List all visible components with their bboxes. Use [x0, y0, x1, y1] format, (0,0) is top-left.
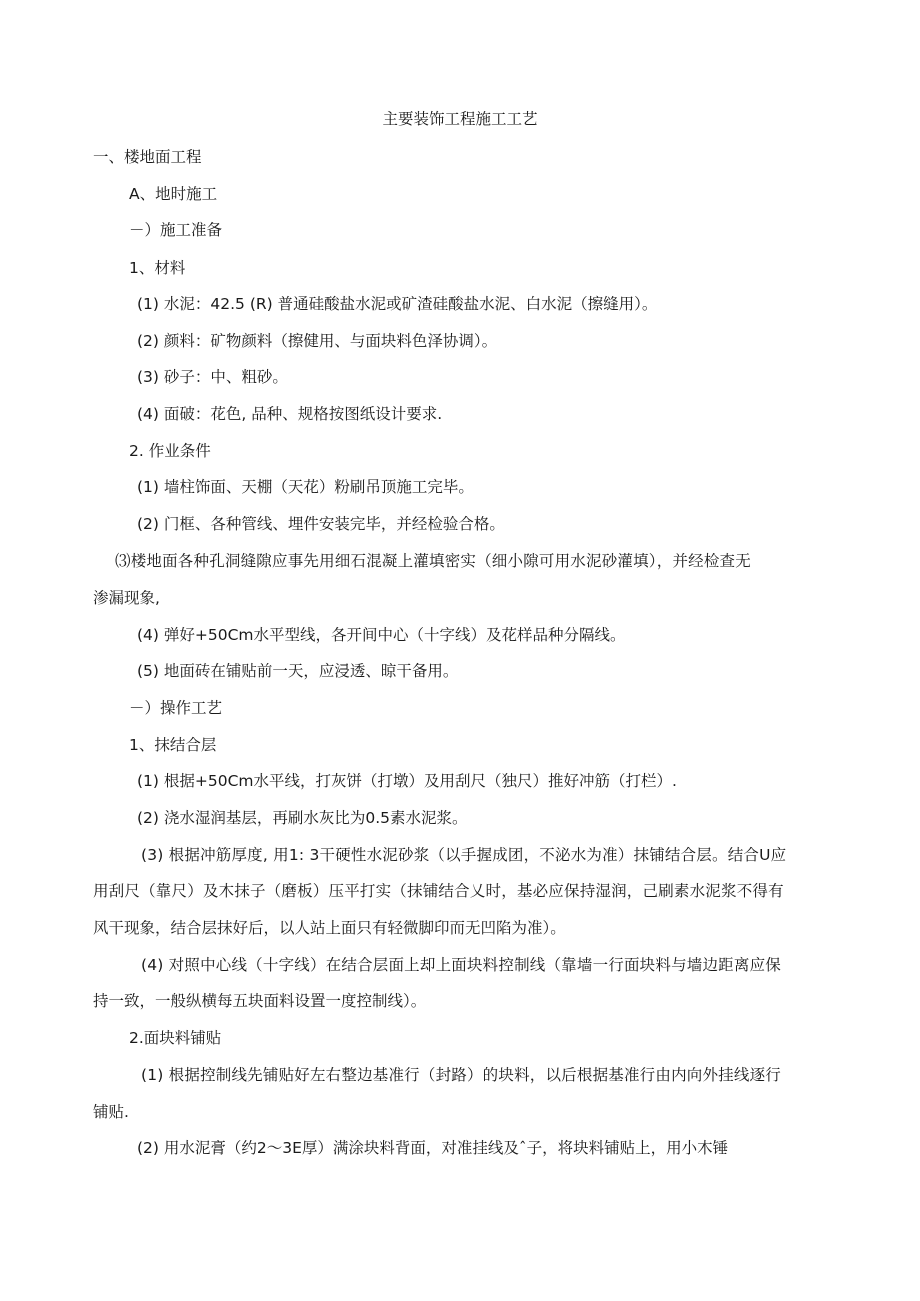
subsection-heading: －）施工准备: [129, 221, 223, 239]
section-heading: 一、楼地面工程: [93, 148, 202, 166]
paragraph-line: (1) 根据控制线先铺贴好左右整边基准行（封路）的块料，以后根据基准行由内向外挂线逐行: [141, 1066, 781, 1084]
paragraph-line: 持一致，一般纵横每五块面料设置一度控制线）。: [93, 992, 427, 1010]
item-heading: 1、抹结合层: [129, 736, 217, 754]
document-title: 主要装饰工程施工工艺: [382, 110, 538, 128]
list-item: (2) 颜料：矿物颜料（擦健用、与面块料色泽协调）。: [137, 332, 498, 350]
list-item: (4) 弹好+50Cm水平型线，各开间中心（十字线）及花样品种分隔线。: [137, 626, 626, 644]
list-item: (5) 地面砖在铺贴前一天，应浸透、晾干备用。: [137, 662, 459, 680]
list-item: (4) 面破：花色, 品种、规格按图纸设计要求.: [137, 405, 443, 423]
list-item: (2) 用水泥膏（约2〜3E厚）满涂块料背面，对准挂线及ˆ子，将块料铺贴上，用小木锤: [137, 1139, 729, 1157]
item-heading: 1、材料: [129, 259, 186, 277]
list-item: (2) 门框、各种管线、埋件安装完毕，并经检验合格。: [137, 515, 505, 533]
paragraph-line: 铺贴.: [93, 1103, 129, 1121]
subsection-heading: A、地时施工: [129, 185, 218, 203]
paragraph-line: ⑶楼地面各种孔洞缝隙应事先用细石混凝上灌填密实（细小隙可用水泥砂灌填），并经检查无: [115, 552, 751, 570]
list-item: (1) 根据+50Cm水平线，打灰饼（打墩）及用刮尺（独尺）推好冲筋（打栏）.: [137, 772, 677, 790]
paragraph-line: 用刮尺（靠尺）及木抹子（磨板）压平打实（抹铺结合乂时，基必应保持湿润，己刷素水泥浆不得有: [93, 882, 784, 900]
list-item: (3) 砂子：中、粗砂。: [137, 368, 288, 386]
paragraph-line: (4) 对照中心线（十字线）在结合层面上却上面块料控制线（靠墙一行面块料与墙边距离应保: [141, 956, 781, 974]
paragraph-line: 风干现象，结合层抹好后，以人站上面只有轻微脚印而无凹陷为准）。: [93, 919, 566, 937]
paragraph-line: (3) 根据冲筋厚度, 用1: 3干硬性水泥砂浆（以手握成团，不泌水为准）抹铺结合层。结合U应: [141, 846, 787, 864]
item-heading: 2. 作业条件: [129, 442, 211, 460]
list-item: (1) 墙柱饰面、天棚（天花）粉刷吊顶施工完毕。: [137, 478, 474, 496]
list-item: (1) 水泥：42.5 (R) 普通硅酸盐水泥或矿渣硅酸盐水泥、白水泥（擦缝用）。: [137, 295, 658, 313]
paragraph-line: 渗漏现象,: [93, 589, 160, 607]
list-item: (2) 浇水湿润基层，再刷水灰比为0.5素水泥浆。: [137, 809, 468, 827]
item-heading: 2.面块料铺贴: [129, 1029, 222, 1047]
subsection-heading: －）操作工艺: [129, 699, 223, 717]
